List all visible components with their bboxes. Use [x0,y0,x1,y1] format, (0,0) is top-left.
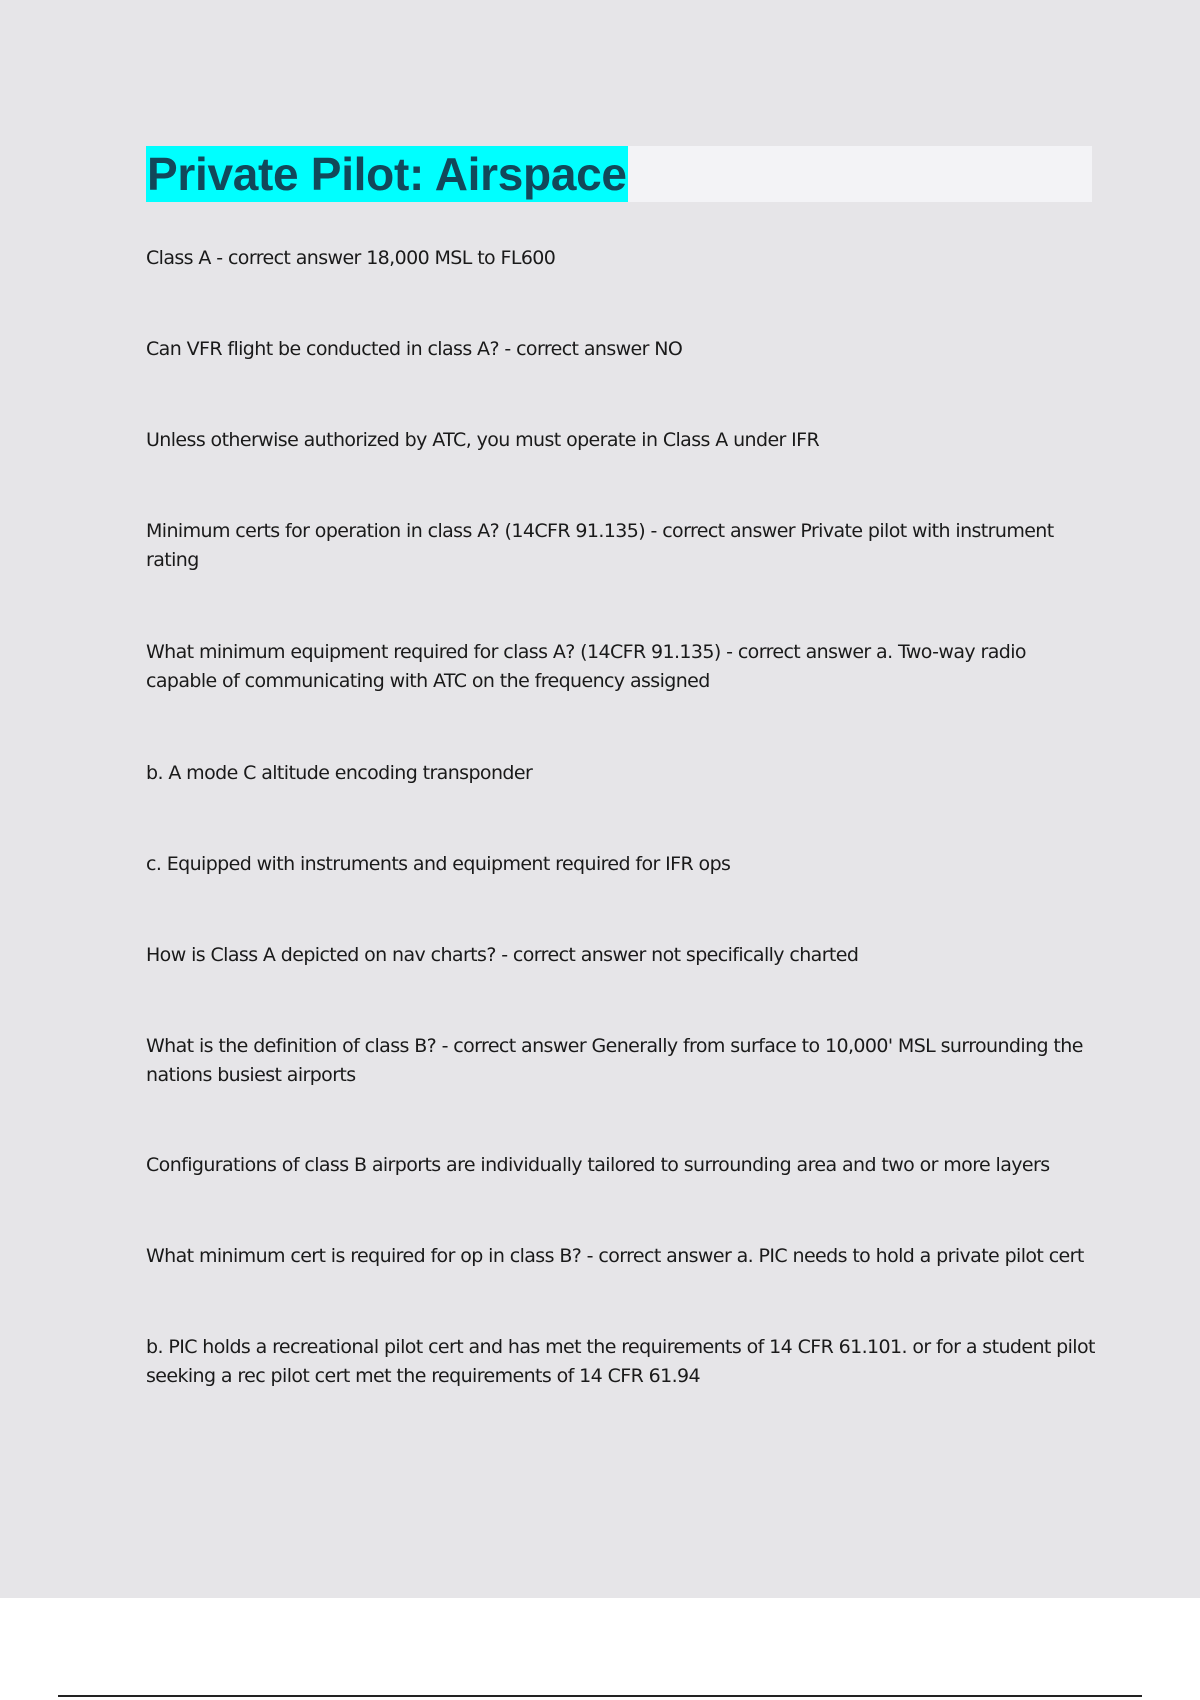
qa-item: c. Equipped with instruments and equipment required for IFR ops [146,853,731,875]
qa-item: Class A - correct answer 18,000 MSL to FL600 [146,247,556,269]
footer-divider [58,1695,1142,1697]
qa-item: b. A mode C altitude encoding transponder [146,762,533,784]
qa-item: How is Class A depicted on nav charts? - correct answer not specifically charted [146,944,859,966]
qa-item: What minimum equipment required for class A? (14CFR 91.135) - correct answer a. Two-way radio capable of communicating with ATC on the frequency assigned [146,641,1026,692]
title-banner [146,146,1092,202]
qa-item: b. PIC holds a recreational pilot cert and has met the requirements of 14 CFR 61.101. or for a student pilot seeking a rec pilot cert met the requirements of 14 CFR 61.94 [146,1336,1095,1387]
qa-item: What minimum cert is required for op in class B? - correct answer a. PIC needs to hold a private pilot cert [146,1245,1084,1267]
qa-item: Minimum certs for operation in class A? (14CFR 91.135) - correct answer Private pilot with instrument rating [146,520,1054,571]
page-footer [0,1598,1200,1700]
page-title: Private Pilot: Airspace [147,148,627,200]
qa-item: Unless otherwise authorized by ATC, you must operate in Class A under IFR [146,429,820,451]
qa-item: Can VFR flight be conducted in class A? - correct answer NO [146,338,683,360]
qa-item: Configurations of class B airports are individually tailored to surrounding area and two or more layers [146,1154,1050,1176]
qa-item: What is the definition of class B? - correct answer Generally from surface to 10,000' MSL surrounding the nations busiest airports [146,1035,1083,1086]
